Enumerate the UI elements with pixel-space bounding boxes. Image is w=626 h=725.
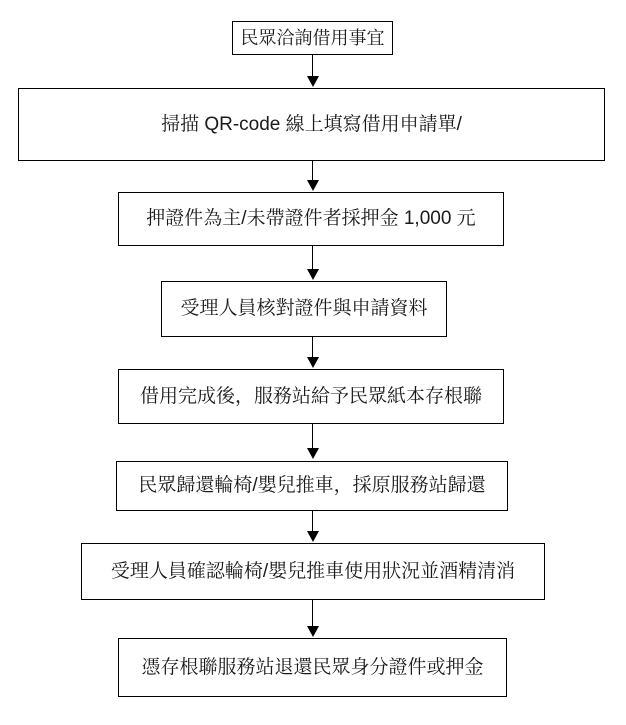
down-arrow-icon xyxy=(306,511,319,542)
down-arrow-icon xyxy=(306,600,319,637)
arrow-shaft xyxy=(312,246,314,269)
flow-step-receipt-stub xyxy=(118,369,504,424)
flow-step-verify-documents xyxy=(161,281,447,337)
flow-step-label: 受理人員確認輪椅/嬰兒推車使用狀況並酒精清消 xyxy=(110,560,516,582)
arrow-head xyxy=(307,448,319,459)
flow-step-label: 受理人員核對證件與申請資料 xyxy=(180,298,428,320)
arrow-shaft xyxy=(312,337,314,357)
arrow-shaft xyxy=(312,511,314,531)
flow-step-label: 民眾歸還輪椅/嬰兒推車，採原服務站歸還 xyxy=(138,475,486,497)
down-arrow-icon xyxy=(306,424,319,459)
arrow-shaft xyxy=(312,55,314,76)
flow-step-scan-qrcode xyxy=(18,88,605,161)
flow-step-inspect-disinfect xyxy=(81,543,545,600)
flow-step-refund xyxy=(118,638,507,697)
flow-step-label: 憑存根聯服務站退還民眾身分證件或押金 xyxy=(141,656,484,678)
flow-step-label: 民眾洽詢借用事宜 xyxy=(240,27,385,48)
arrow-head xyxy=(307,531,319,542)
arrow-head xyxy=(307,180,319,191)
arrow-head xyxy=(307,626,319,637)
down-arrow-icon xyxy=(306,161,319,191)
flow-step-inquiry xyxy=(232,21,393,55)
flow-step-label: 掃描 QR-code 線上填寫借用申請單/ xyxy=(161,113,462,135)
arrow-head xyxy=(307,357,319,368)
flow-step-deposit xyxy=(118,192,504,246)
down-arrow-icon xyxy=(306,246,319,280)
arrow-shaft xyxy=(312,161,314,180)
down-arrow-icon xyxy=(306,337,319,368)
arrow-shaft xyxy=(312,600,314,626)
flow-step-label: 借用完成後，服務站給予民眾紙本存根聯 xyxy=(139,385,482,407)
flow-step-return-equipment xyxy=(116,461,508,511)
down-arrow-icon xyxy=(306,55,319,87)
arrow-shaft xyxy=(312,424,314,448)
arrow-head xyxy=(307,76,319,87)
arrow-head xyxy=(307,269,319,280)
flow-step-label: 押證件為主/未帶證件者採押金 1,000 元 xyxy=(146,208,476,230)
